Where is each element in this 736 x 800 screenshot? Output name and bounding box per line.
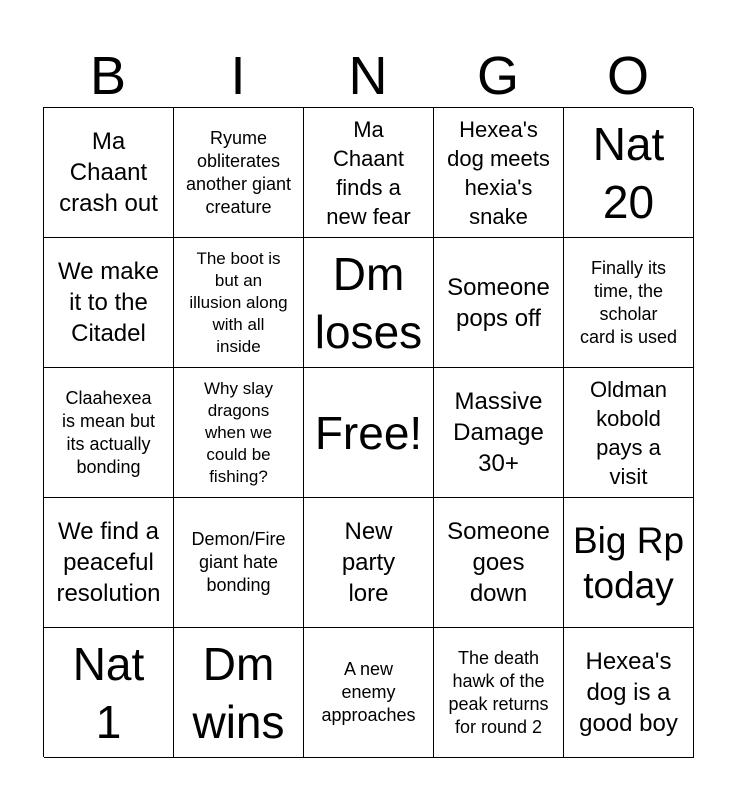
cell-text: Hexea's dog meets hexia's snake	[447, 116, 550, 229]
bingo-cell[interactable]	[304, 108, 434, 238]
cell-text: New party lore	[341, 518, 396, 607]
bingo-cell[interactable]	[174, 498, 304, 628]
bingo-cell[interactable]	[434, 238, 564, 368]
header-letter-i: I	[230, 46, 246, 106]
bingo-cell[interactable]	[44, 498, 174, 628]
bingo-cell[interactable]	[434, 108, 564, 238]
cell-text: The death hawk of the peak returns for round 2	[448, 647, 549, 737]
bingo-cell[interactable]	[434, 498, 564, 628]
header-letter-b: B	[89, 46, 127, 106]
header-letter-n: N	[348, 46, 388, 106]
bingo-cell[interactable]	[44, 108, 174, 238]
cell-text: Claahexea is mean but its actually bonding	[61, 387, 156, 477]
header-letter-g: G	[476, 46, 519, 106]
cell-text: Big Rp today	[572, 519, 685, 606]
cell-text: Ma Chaant finds a new fear	[326, 116, 411, 229]
bingo-cell[interactable]	[44, 238, 174, 368]
bingo-cell[interactable]	[304, 498, 434, 628]
bingo-cell[interactable]	[174, 628, 304, 758]
cell-text: Someone pops off	[447, 273, 550, 332]
cell-text: A new enemy approaches	[321, 659, 416, 725]
bingo-cell[interactable]	[564, 628, 694, 758]
cell-text: We find a peaceful resolution	[56, 518, 161, 607]
bingo-header	[43, 42, 693, 108]
cell-text: Someone goes down	[447, 518, 550, 607]
cell-text: Demon/Fire giant hate bonding	[191, 529, 286, 595]
bingo-cell[interactable]	[434, 628, 564, 758]
bingo-cell[interactable]	[44, 368, 174, 498]
cell-text: Dm loses	[314, 247, 423, 358]
bingo-cell[interactable]	[174, 238, 304, 368]
bingo-cell[interactable]	[564, 108, 694, 238]
bingo-cell[interactable]	[44, 628, 174, 758]
free-space-text: Free!	[314, 406, 423, 459]
bingo-cell[interactable]	[564, 498, 694, 628]
bingo-cell[interactable]	[304, 628, 434, 758]
cell-text: Hexea's dog is a good boy	[579, 648, 678, 737]
cell-text: Nat 1	[72, 637, 145, 748]
bingo-board	[43, 107, 693, 757]
cell-text: Finally its time, the scholar card is used	[579, 257, 678, 347]
bingo-cell[interactable]	[174, 108, 304, 238]
cell-text: Ma Chaant crash out	[59, 128, 158, 217]
cell-text: We make it to the Citadel	[58, 258, 159, 347]
cell-text: The boot is but an illusion along with all inside	[189, 248, 288, 356]
free-space-cell[interactable]	[304, 368, 434, 498]
header-letter-o: O	[606, 46, 649, 106]
bingo-cell[interactable]	[564, 238, 694, 368]
cell-text: Dm wins	[192, 637, 285, 748]
bingo-cell[interactable]	[174, 368, 304, 498]
cell-text: Nat 20	[592, 117, 665, 228]
bingo-cell[interactable]	[434, 368, 564, 498]
bingo-cell[interactable]	[564, 368, 694, 498]
bingo-cell[interactable]	[304, 238, 434, 368]
cell-text: Ryume obliterates another giant creature	[185, 127, 292, 217]
cell-text: Why slay dragons when we could be fishing?	[204, 378, 273, 486]
cell-text: Oldman kobold pays a visit	[589, 376, 668, 489]
cell-text: Massive Damage 30+	[453, 388, 544, 477]
